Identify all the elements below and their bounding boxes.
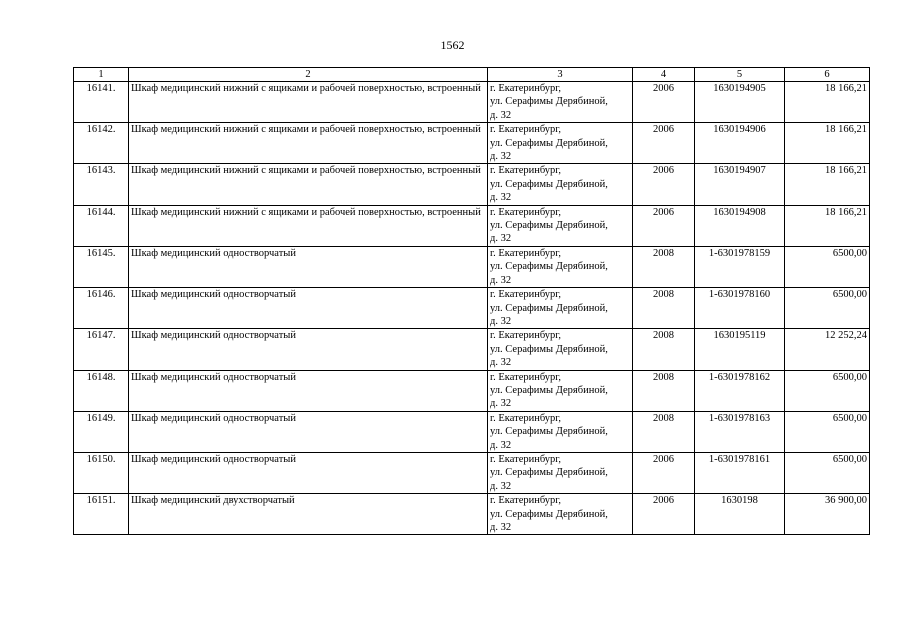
- item-cost: 18 166,21: [785, 205, 870, 246]
- item-year: 2006: [633, 123, 695, 164]
- item-address: [488, 452, 633, 493]
- address-line: г. Екатеринбург,: [490, 412, 562, 424]
- inventory-number: 1-6301978162: [695, 370, 785, 411]
- address-line: г. Екатеринбург,: [490, 83, 562, 94]
- row-number: 16143.: [74, 164, 129, 205]
- table-body: [74, 68, 870, 535]
- table-row: [74, 494, 870, 535]
- table-row: [74, 370, 870, 411]
- table-row: [74, 164, 870, 205]
- address-line: г. Екатеринбург,: [490, 453, 562, 465]
- column-number-row: [74, 68, 870, 82]
- address-line: г. Екатеринбург,: [490, 289, 562, 301]
- row-number: 16151.: [74, 494, 129, 535]
- address-line: д. 32: [490, 398, 512, 410]
- table-row: [74, 288, 870, 329]
- item-cost: 18 166,21: [785, 82, 870, 123]
- item-cost: 6500,00: [785, 411, 870, 452]
- address-line: ул. Серафимы Дерябиной,: [490, 137, 608, 149]
- item-name: Шкаф медицинский нижний с ящиками и рабочей поверхностью, встроенный: [129, 82, 488, 123]
- row-number: 16141.: [74, 82, 129, 123]
- row-number: 16148.: [74, 370, 129, 411]
- item-name: Шкаф медицинский одностворчатый: [129, 329, 488, 370]
- address-line: г. Екатеринбург,: [490, 124, 562, 136]
- address-line: ул. Серафимы Дерябиной,: [490, 467, 608, 479]
- row-number: 16145.: [74, 246, 129, 287]
- inventory-number: 1-6301978163: [695, 411, 785, 452]
- address-line: г. Екатеринбург,: [490, 495, 562, 507]
- item-name: Шкаф медицинский одностворчатый: [129, 411, 488, 452]
- item-year: 2006: [633, 164, 695, 205]
- table-row: [74, 452, 870, 493]
- address-line: ул. Серафимы Дерябиной,: [490, 220, 608, 232]
- item-year: 2006: [633, 205, 695, 246]
- address-line: д. 32: [490, 233, 512, 245]
- column-number-3: 3: [488, 68, 633, 82]
- address-line: д. 32: [490, 315, 512, 327]
- item-name: Шкаф медицинский нижний с ящиками и рабочей поверхностью, встроенный: [129, 123, 488, 164]
- address-line: г. Екатеринбург,: [490, 165, 562, 177]
- item-cost: 18 166,21: [785, 123, 870, 164]
- address-line: д. 32: [490, 480, 512, 492]
- item-year: 2008: [633, 329, 695, 370]
- column-number-6: 6: [785, 68, 870, 82]
- item-address: [488, 82, 633, 123]
- address-line: г. Екатеринбург,: [490, 330, 562, 342]
- address-line: ул. Серафимы Дерябиной,: [490, 178, 608, 190]
- inventory-number: 1630194907: [695, 164, 785, 205]
- item-year: 2008: [633, 411, 695, 452]
- column-number-5: 5: [695, 68, 785, 82]
- table-row: [74, 411, 870, 452]
- row-number: 16146.: [74, 288, 129, 329]
- item-name: Шкаф медицинский одностворчатый: [129, 288, 488, 329]
- item-address: [488, 246, 633, 287]
- item-address: [488, 370, 633, 411]
- address-line: д. 32: [490, 192, 512, 204]
- item-address: [488, 205, 633, 246]
- address-line: ул. Серафимы Дерябиной,: [490, 96, 608, 108]
- item-cost: 36 900,00: [785, 494, 870, 535]
- inventory-number: 1630195119: [695, 329, 785, 370]
- item-cost: 18 166,21: [785, 164, 870, 205]
- inventory-number: 1630194906: [695, 123, 785, 164]
- item-cost: 6500,00: [785, 452, 870, 493]
- address-line: г. Екатеринбург,: [490, 371, 562, 383]
- inventory-number: 1630198: [695, 494, 785, 535]
- table-row: [74, 246, 870, 287]
- item-address: [488, 494, 633, 535]
- item-address: [488, 329, 633, 370]
- inventory-number: 1630194905: [695, 82, 785, 123]
- item-cost: 12 252,24: [785, 329, 870, 370]
- table-row: [74, 123, 870, 164]
- item-year: 2006: [633, 82, 695, 123]
- table-row: [74, 82, 870, 123]
- row-number: 16150.: [74, 452, 129, 493]
- address-line: г. Екатеринбург,: [490, 247, 562, 259]
- address-line: ул. Серафимы Дерябиной,: [490, 343, 608, 355]
- item-name: Шкаф медицинский одностворчатый: [129, 452, 488, 493]
- item-name: Шкаф медицинский двухстворчатый: [129, 494, 488, 535]
- row-number: 16142.: [74, 123, 129, 164]
- address-line: д. 32: [490, 109, 512, 121]
- row-number: 16147.: [74, 329, 129, 370]
- table-row: [74, 205, 870, 246]
- address-line: д. 32: [490, 522, 512, 533]
- item-year: 2008: [633, 370, 695, 411]
- address-line: ул. Серафимы Дерябиной,: [490, 261, 608, 273]
- address-line: д. 32: [490, 274, 512, 286]
- item-address: [488, 288, 633, 329]
- address-line: ул. Серафимы Дерябиной,: [490, 508, 608, 520]
- item-address: [488, 164, 633, 205]
- item-year: 2008: [633, 246, 695, 287]
- item-name: Шкаф медицинский одностворчатый: [129, 370, 488, 411]
- item-year: 2006: [633, 494, 695, 535]
- column-number-4: 4: [633, 68, 695, 82]
- row-number: 16149.: [74, 411, 129, 452]
- address-line: д. 32: [490, 151, 512, 163]
- inventory-number: 1-6301978159: [695, 246, 785, 287]
- column-number-1: 1: [74, 68, 129, 82]
- inventory-number: 1-6301978160: [695, 288, 785, 329]
- item-name: Шкаф медицинский нижний с ящиками и рабочей поверхностью, встроенный: [129, 205, 488, 246]
- asset-registry-table: [73, 67, 870, 535]
- address-line: г. Екатеринбург,: [490, 206, 562, 218]
- inventory-number: 1-6301978161: [695, 452, 785, 493]
- table-row: [74, 329, 870, 370]
- item-cost: 6500,00: [785, 288, 870, 329]
- item-name: Шкаф медицинский нижний с ящиками и рабочей поверхностью, встроенный: [129, 164, 488, 205]
- item-year: 2008: [633, 288, 695, 329]
- item-address: [488, 123, 633, 164]
- inventory-number: 1630194908: [695, 205, 785, 246]
- item-address: [488, 411, 633, 452]
- address-line: ул. Серафимы Дерябиной,: [490, 384, 608, 396]
- row-number: 16144.: [74, 205, 129, 246]
- item-cost: 6500,00: [785, 246, 870, 287]
- item-name: Шкаф медицинский одностворчатый: [129, 246, 488, 287]
- item-year: 2006: [633, 452, 695, 493]
- address-line: ул. Серафимы Дерябиной,: [490, 426, 608, 438]
- address-line: ул. Серафимы Дерябиной,: [490, 302, 608, 314]
- page-number: 1562: [440, 38, 465, 52]
- item-cost: 6500,00: [785, 370, 870, 411]
- address-line: д. 32: [490, 439, 512, 451]
- address-line: д. 32: [490, 357, 512, 369]
- column-number-2: 2: [129, 68, 488, 82]
